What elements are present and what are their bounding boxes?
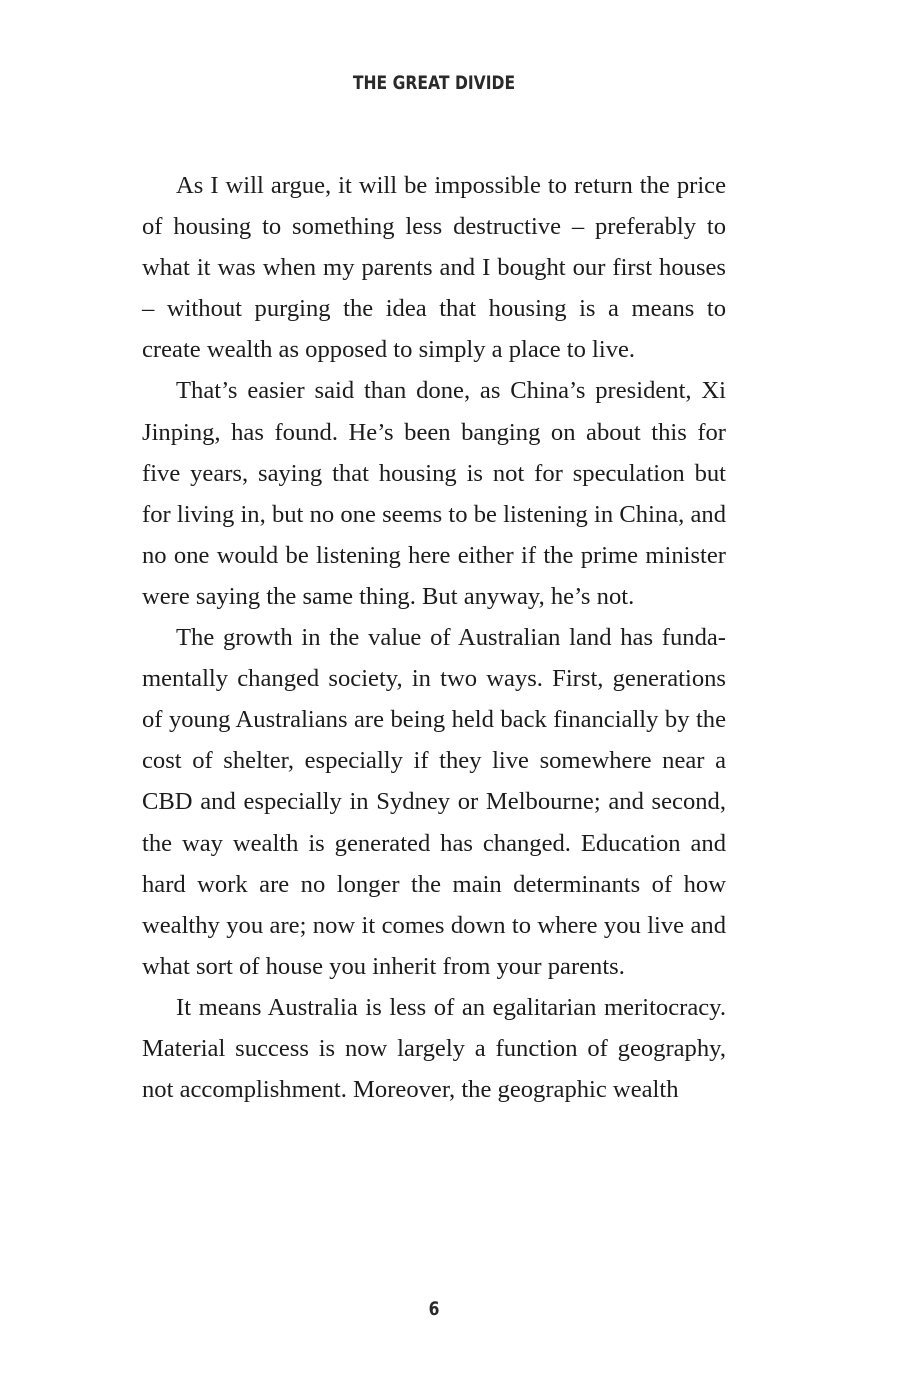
paragraph-1: As I will argue, it will be impossible to return the price of housing to something less destructive – preferably to what it was when my parents and I bought our first houses – without purging the idea that housing is a means to create wealth as opposed to simply a place to live. [142, 172, 726, 364]
body-text [142, 165, 726, 1110]
paragraph-2: That’s easier said than done, as China’s president, Xi Jinping, has found. He’s been banging on about this for five years, saying that housing is not for speculation but for living in, but no one seems to be listening in China, and no one would be listening here either if the prime minister were saying the same thing. But anyway, he’s not. [142, 377, 726, 610]
page-number: 6 [428, 1298, 440, 1320]
running-head: THE GREAT DIVIDE [352, 72, 516, 94]
paragraph-4: It means Australia is less of an egalitarian meritocracy. Material success is now largely a function of geography, not accomplishment. Moreover, the geographic wealth [142, 993, 726, 1104]
paragraph-3: The growth in the value of Australian land has fundamentally changed society, in two ways. First, generations of young Australians are being held back financially by the cost of shelter, especially if they live somewhere near a CBD and especially in Sydney or Melbourne; and second, the way wealth is generated has changed. Education and hard work are no longer the main determinants of how wealthy you are; now it comes down to where you live and what sort of house you inherit from your parents. [142, 624, 726, 980]
